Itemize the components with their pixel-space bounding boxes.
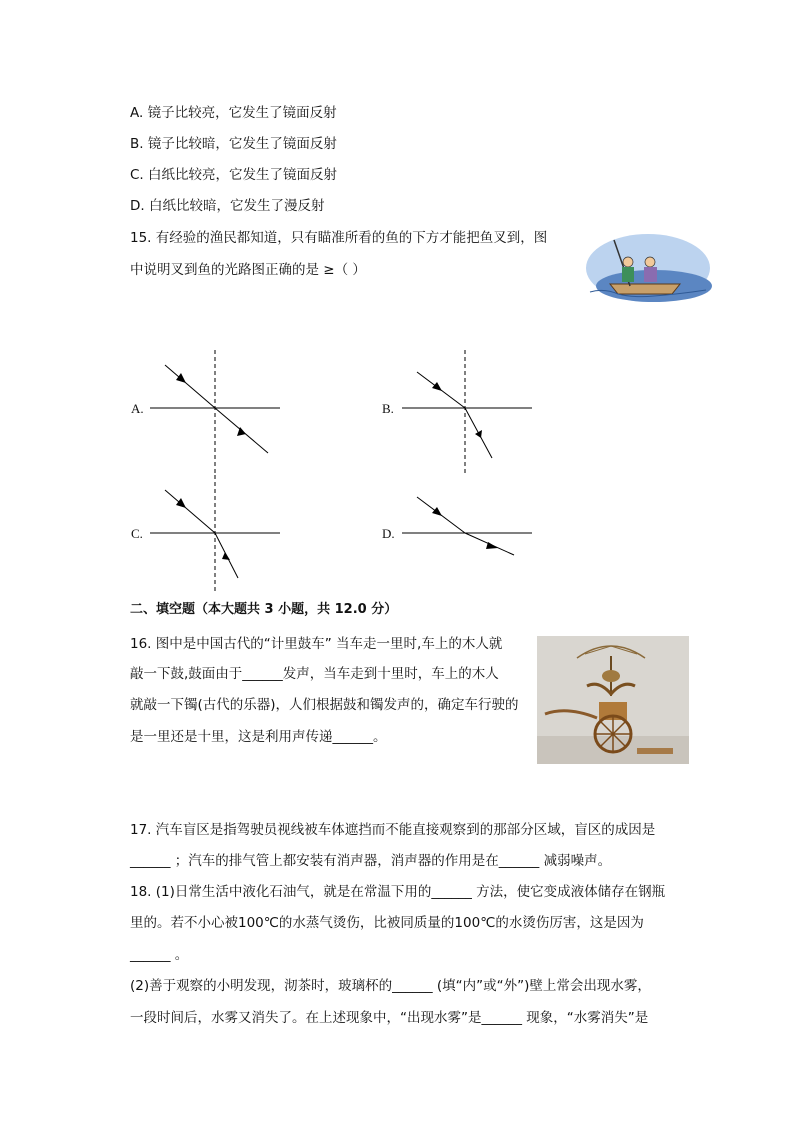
q18-text-4: (2)善于观察的小明发现，沏茶时，玻璃杯的______ (填“内”或“外”)壁上常会出现水雾， (130, 978, 651, 994)
diagram-label-c: C. (131, 526, 143, 541)
q18-text-1: 18. (1)日常生活中液化石油气，就是在常温下用的______ 方法，使它变成液体储存在钢瓶 (130, 884, 666, 900)
option-d: D. 白纸比较暗，它发生了漫反射 (130, 198, 325, 214)
q16-text-2: 敲一下鼓,鼓面由于______发声，当车走到十里时，车上的木人 (130, 666, 499, 682)
section-title: 二、填空题（本大题共 3 小题，共 12.0 分） (130, 602, 398, 617)
q18-text-2: 里的。若不小心被100℃的水蒸气烫伤，比被同质量的100℃的水烫伤厉害，这是因为 (130, 915, 644, 931)
diagram-d (402, 475, 542, 593)
q18-text-3: ______ 。 (130, 947, 189, 963)
option-a: A. 镜子比较亮，它发生了镜面反射 (130, 105, 337, 121)
q16-text-1: 16. 图中是中国古代的“计里鼓车” 当车走一里时,车上的木人就 (130, 636, 503, 652)
diagram-a (150, 350, 290, 475)
diagram-label-a: A. (131, 401, 144, 416)
q16-text-4: 是一里还是十里，这是利用声传递______。 (130, 729, 387, 745)
fisherman-illustration (584, 228, 712, 304)
diagram-label-b: B. (382, 401, 394, 416)
diagram-b (402, 350, 542, 475)
drum-cart-photo (537, 636, 689, 764)
q15-text-1: 15. 有经验的渔民都知道，只有瞄准所看的鱼的下方才能把鱼叉到，图 (130, 230, 548, 246)
q15-text-2: 中说明叉到鱼的光路图正确的是 ≥（ ） (130, 262, 366, 278)
q16-text-3: 就敲一下镯(古代的乐器)，人们根据鼓和镯发声的，确定车行驶的 (130, 697, 519, 713)
q17-text-1: 17. 汽车盲区是指驾驶员视线被车体遮挡而不能直接观察到的那部分区域，盲区的成因是 (130, 822, 656, 838)
diagram-c (150, 475, 290, 593)
diagram-label-d: D. (382, 526, 395, 541)
q17-text-2: ______ ；汽车的排气管上都安装有消声器，消声器的作用是在______ 减弱噪声。 (130, 853, 612, 869)
q18-text-5: 一段时间后，水雾又消失了。在上述现象中，“出现水雾”是______ 现象，“水雾消失”是 (130, 1010, 649, 1026)
option-b: B. 镜子比较暗，它发生了镜面反射 (130, 136, 337, 152)
option-c: C. 白纸比较亮，它发生了镜面反射 (130, 167, 338, 183)
